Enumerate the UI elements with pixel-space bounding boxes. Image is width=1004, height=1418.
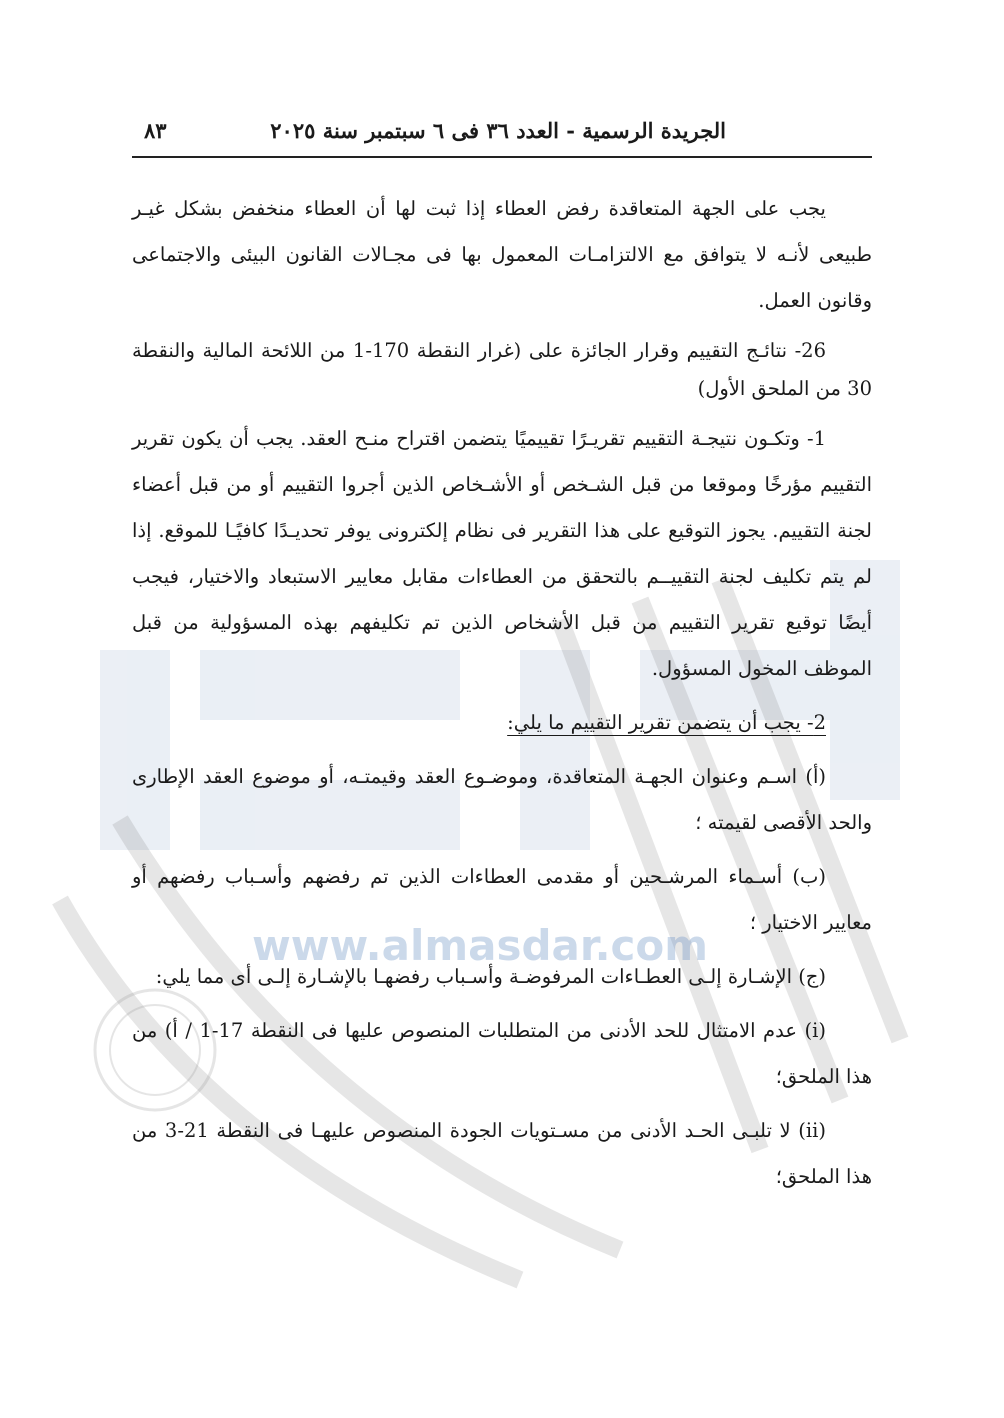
item-c-ii: (ii) لا تلبـى الحـد الأدنى من مسـتويات الجودة المنصوص عليهـا فى النقطة 21-3 من هذا الملحق؛ (132, 1119, 872, 1188)
page-header (132, 108, 872, 158)
paragraph-report-contents (132, 700, 872, 746)
report-contents-heading: 2- يجب أن يتضمن تقرير التقييم ما يلي: (507, 711, 826, 734)
item-c: (ج) الإشـارة إلـى العطـاءات المرفوضـة وأسـباب رفضهـا بالإشـارة إلـى أى مما يلي: (155, 965, 826, 988)
paragraph-abnormally-low-tender: يجب على الجهة المتعاقدة رفض العطاء إذا ثبت لها أن العطاء منخفض بشكل غيـر طبيعى لأنـه لا يتوافق مع الالتزامـات المعمول بها فى مجـالات القانون البيئى والاجتماعى وقانون العمل. (132, 197, 872, 312)
page-number: ٨٣ (144, 118, 167, 143)
section-26-heading: 26- نتائـج التقييم وقرار الجائزة على (غرار النقطة 170-1 من اللائحة المالية والنقطة 30 من الملحق الأول) (132, 339, 872, 400)
item-a: (أ) اسـم وعنوان الجهـة المتعاقدة، وموضـوع العقد وقيمتـه، أو موضوع العقد الإطارى والحد الأقصى لقيمته ؛ (132, 765, 872, 834)
document-body (132, 186, 872, 1208)
paragraph-evaluation-report: 1- وتكـون نتيجـة التقييم تقريـرًا تقييميًا يتضمن اقتراح منـح العقد. يجب أن يكون تقرير التقييم مؤرخًا وموقعا من قبل الشـخص أو الأشـخاص الذين أجروا التقييم أو من قبل أعضاء لجنة التقييم. يجوز التوقيع على هذا التقرير فى نظام إلكترونى يوفر تحديـدًا كافيًـا للموقع. إذا لم يتم تكليف لجنة التقييــم بالتحقق من العطاءات مقابل معايير الاستبعاد والاختيار، فيجب أيضًا توقيع تقرير التقييم من قبل الأشخاص الذين تم تكليفهم بهذه المسؤولية من قبل الموظف المخول المسؤول. (132, 427, 872, 680)
item-b: (ب) أسـماء المرشـحين أو مقدمى العطاءات الذين تم رفضهم وأسـباب رفضهم أو معايير الاختيار ؛ (132, 865, 872, 934)
item-c-i: (i) عدم الامتثال للحد الأدنى من المتطلبات المنصوص عليها فى النقطة 17-1 / أ) من هذا الملحق؛ (132, 1019, 872, 1088)
gazette-title: الجريدة الرسمية - العدد ٣٦ فى ٦ سبتمبر سنة ٢٠٢٥ (270, 118, 726, 143)
watermark-url: www.almasdar.com (251, 921, 709, 970)
